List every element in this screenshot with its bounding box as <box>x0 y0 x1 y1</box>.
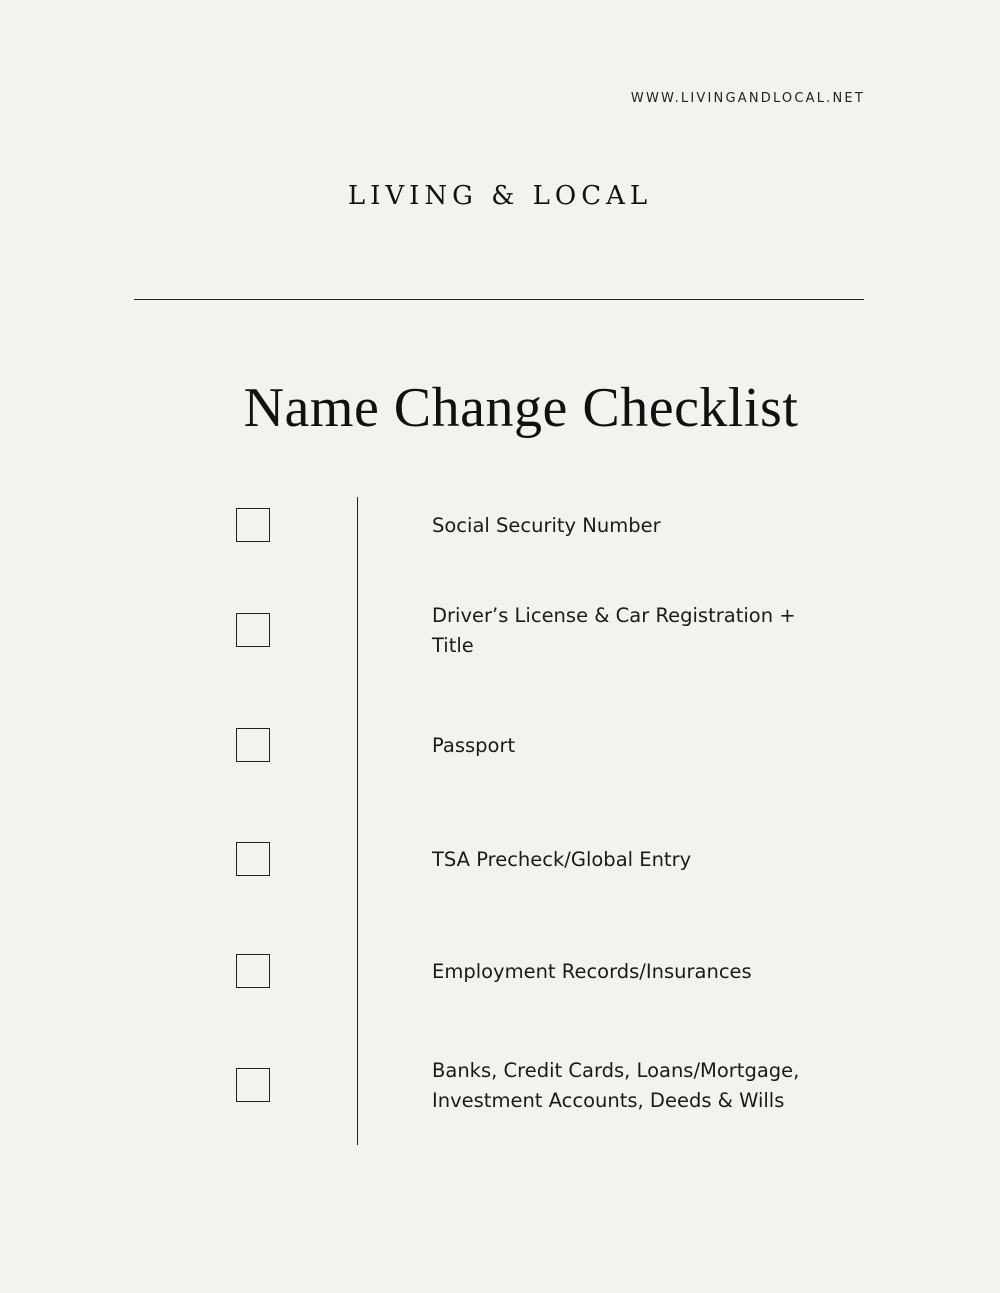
checklist-item-label: Employment Records/Insurances <box>432 960 752 983</box>
checkbox[interactable] <box>236 1068 270 1102</box>
checklist-item-label: TSA Precheck/Global Entry <box>432 848 692 871</box>
checkbox[interactable] <box>236 954 270 988</box>
brand-logo-text: LIVING & LOCAL <box>347 181 653 211</box>
checkbox[interactable] <box>236 508 270 542</box>
checklist-item-label: Banks, Credit Cards, Loans/Mortgage, Investment Accounts, Deeds & Wills <box>432 1059 800 1112</box>
checklist-item-label: Social Security Number <box>432 514 661 537</box>
page-title: Name Change Checklist <box>243 377 799 439</box>
checkbox[interactable] <box>236 842 270 876</box>
website-url: WWW.LIVINGANDLOCAL.NET <box>630 91 865 106</box>
vertical-divider <box>357 497 358 1145</box>
checkbox[interactable] <box>236 728 270 762</box>
checkbox[interactable] <box>236 613 270 647</box>
checklist-item-label: Driver’s License & Car Registration + Title <box>432 604 796 657</box>
horizontal-divider <box>134 299 864 300</box>
checklist-item-label: Passport <box>432 734 516 757</box>
